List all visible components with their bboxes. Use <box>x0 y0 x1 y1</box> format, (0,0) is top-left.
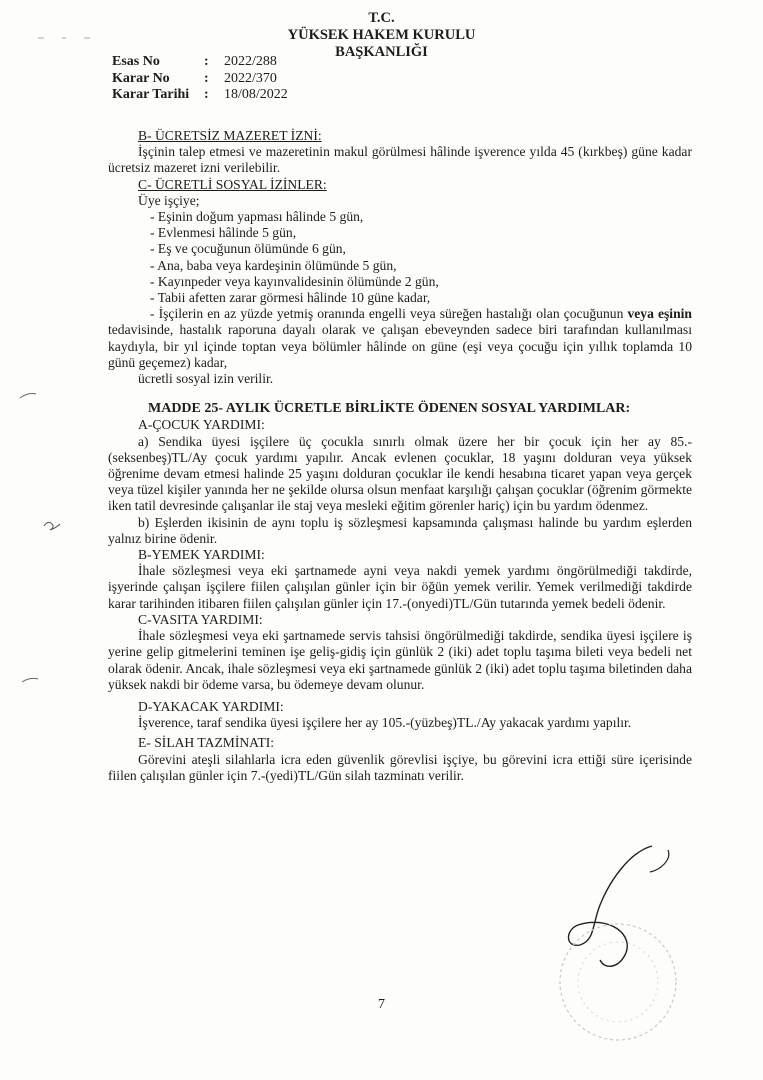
yemek-text: İhale sözleşmesi veya eki şartnamede ayni veya nakdi yemek yardımı öngörülmediği takdirde, işyerinde çalışan işçilere fiilen çalışılan günler için bir öğün yemek verilir. Yemek verilmediği takdirde karar tarihinden itibaren fiilen çalışılan günler için 17.-(onyedi)TL/Gün tutarında yemek bedeli ödenir. <box>108 563 692 611</box>
esas-colon: : <box>204 54 209 69</box>
yakacak-title: D-YAKACAK YARDIMI: <box>138 698 284 714</box>
header-line-presidency: BAŞKANLIĞI <box>335 44 428 60</box>
tarih-value: 18/08/2022 <box>224 87 288 102</box>
margin-initial <box>44 522 60 530</box>
cocuk-a-text: a) Sendika üyesi işçilere üç çocukla sınırlı olmak üzere her bir çocuk için her ay 85.-(seksenbeş)TL/Ay çocuk yardımı yapılır. Ancak evlenen çocuklar, 18 yaşını dolduran veya yüksek öğrenime devam etmesi halinde 25 yaşını dolduran çocuklar ile kendi hesabına ticaret yapan veya gerçek veya tüzel kişiler yanında her ne şekilde olursa olsun menfaat karşılığı çalışan çocuklar (öğrenim görmekte iken tatil devresinde çalışanlar ile staj veya mesleki eğitim görenler hariç) için bu yardım ödenmez. <box>108 433 692 514</box>
yemek-title: B-YEMEK YARDIMI: <box>138 547 265 563</box>
sosyal-item-4: - Ana, baba veya kardeşinin ölümünde 5 gün, <box>150 257 397 273</box>
silah-text: Görevini ateşli silahlarla icra eden güvenlik görevlisi işçiye, bu görevini icra ettiği süre içerisinde fiilen çalışılan günler için 7.-(yedi)TL/Gün silah tazminatı verilir. <box>108 751 692 783</box>
karar-label: Karar No <box>112 70 170 86</box>
silah-title: E- SİLAH TAZMİNATI: <box>138 735 275 751</box>
cocuk-b-text: b) Eşlerden ikisinin de aynı toplu iş sözleşmesi kapsamında çalışması halinde bu yardım eşlerden yalnız birine ödenir. <box>108 514 692 546</box>
tarih-label: Karar Tarihi <box>112 87 190 102</box>
sosyal-item-3: - Eş ve çocuğunun ölümünde 6 gün, <box>150 241 346 257</box>
esas-value: 2022/288 <box>224 54 277 69</box>
sosyal-item-1: - Eşinin doğum yapması hâlinde 5 gün, <box>150 209 364 225</box>
page-number: 7 <box>378 997 385 1012</box>
esas-label: Esas No <box>112 54 160 69</box>
sosyal-item-6: - Tabii afetten zarar görmesi hâlinde 10 güne kadar, <box>150 290 431 306</box>
stamp-seal <box>560 924 676 1040</box>
sosyal-item-7-b: tedavisinde, hastalık raporuna dayalı olarak ve çalışan ebeveynden sadece biri tarafından kullanılması kaydıyla, bir yıl içinde toptan veya bölümler hâlinde on güne (eşi veya çocuğu için yıllık toplamda 10 günü geçemez) kadar, <box>108 322 692 370</box>
margin-mark-2 <box>22 678 38 682</box>
sosyal-item-2: - Evlenmesi hâlinde 5 gün, <box>150 225 297 241</box>
header-line-institution: YÜKSEK HAKEM KURULU <box>287 27 476 43</box>
tarih-colon: : <box>204 87 209 102</box>
sosyal-closing: ücretli sosyal izin verilir. <box>138 371 274 387</box>
margin-mark-1 <box>20 394 36 399</box>
sosyal-item-7-a: - İşçilerin en az yüzde yetmiş oranında engelli veya süreğen hastalığı olan çocuğunun <box>150 306 624 322</box>
sosyal-title: C- ÜCRETLİ SOSYAL İZİNLER: <box>138 176 327 192</box>
vasita-title: C-VASITA YARDIMI: <box>138 611 263 627</box>
karar-value: 2022/370 <box>224 70 277 86</box>
karar-colon: : <box>204 70 209 86</box>
sosyal-item-7-bold: veya eşinin <box>627 306 692 322</box>
sosyal-intro: Üye işçiye; <box>138 192 200 208</box>
madde-25-title: MADDE 25- AYLIK ÜCRETLE BİRLİKTE ÖDENEN SOSYAL YARDIMLAR: <box>148 401 631 417</box>
mazeret-text: İşçinin talep etmesi ve mazeretinin makul görülmesi hâlinde işverence yılda 45 (kırkbeş) güne kadar ücretsiz mazeret izni verilebilir. <box>108 144 692 176</box>
sosyal-item-5: - Kayınpeder veya kayınvalidesinin ölümünde 2 gün, <box>150 273 439 289</box>
vasita-text: İhale sözleşmesi veya eki şartnamede servis tahsisi öngörülmediği takdirde, sendika üyesi işçilere iş yerine gelip gitmelerini teminen işe geliş-gidiş için günlük 2 (iki) adet toplu taşıma bileti veya bedeli net olarak ödenir. Ancak, ihale sözleşmesi veya eki şartnamede günlük 2 (iki) adet toplu taşıma biletinden daha yüksek nakdi bir ödeme varsa, bu ödemeye devam olunur. <box>108 628 692 692</box>
yakacak-text: İşverence, taraf sendika üyesi işçilere her ay 105.-(yüzbeş)TL./Ay yakacak yardımı yapılır. <box>138 715 632 731</box>
header-line-tc: T.C. <box>368 10 395 26</box>
cocuk-title: A-ÇOCUK YARDIMI: <box>138 417 265 433</box>
mazeret-title: B- ÜCRETSİZ MAZERET İZNİ: <box>138 128 322 143</box>
